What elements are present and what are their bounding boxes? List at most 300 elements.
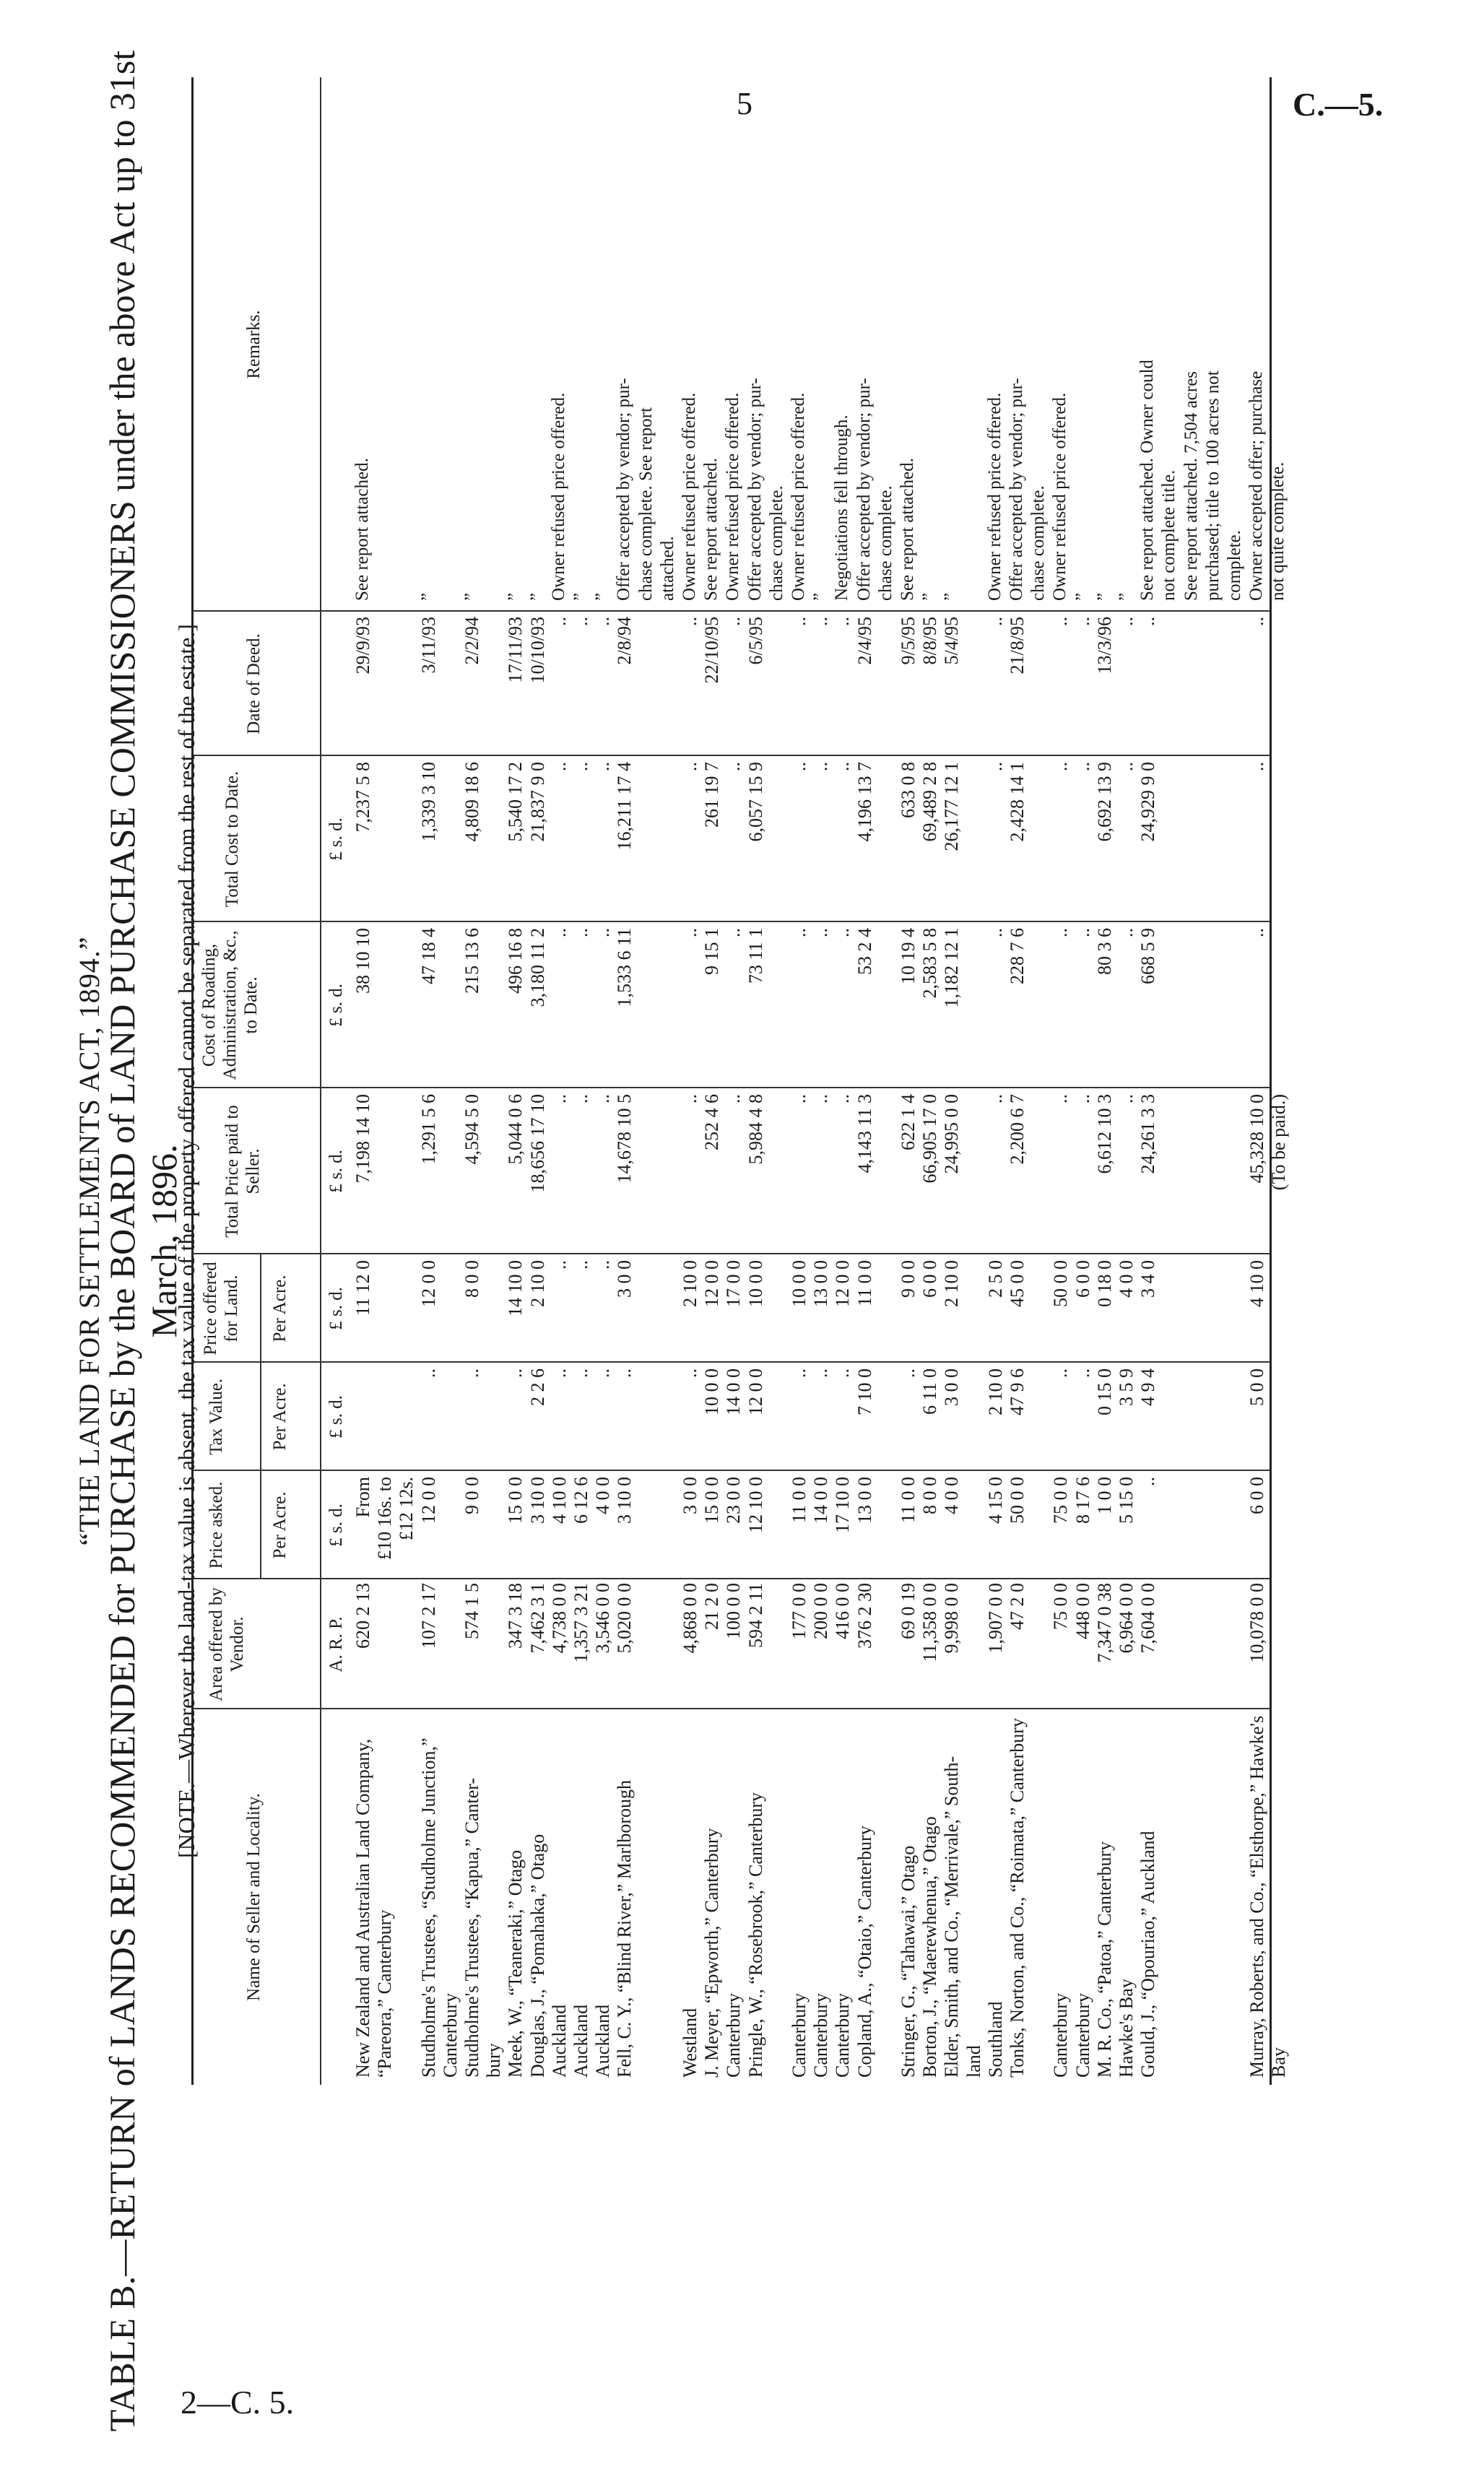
cell-price: 4 0 0 xyxy=(592,1477,614,1514)
cell-area: 177 0 0 xyxy=(789,1583,810,1639)
cell-name: Fell, C. Y., “Blind River,” Marlborough xyxy=(614,1779,635,2078)
cell-tax: 5 0 0 xyxy=(1246,1368,1268,1406)
cell-roading: 53 2 4 xyxy=(854,928,875,975)
cell-total-price: 6,612 10 3 xyxy=(1093,1094,1115,1174)
cell-remarks: See report attached. Owner could xyxy=(1137,360,1158,601)
cell-deed: .. xyxy=(1116,617,1137,626)
cell-total-price: .. xyxy=(1116,1094,1137,1103)
cell-remarks: Owner refused price offered. xyxy=(789,392,808,601)
cell-total-cost: 261 19 7 xyxy=(701,762,723,828)
cell-deed: 2/4/95 xyxy=(854,617,875,665)
cell-name: Pringle, W., “Rosebrook,” Canterbury xyxy=(745,1792,766,2078)
cell-tax: .. xyxy=(680,1368,700,1378)
cell-deed: 3/11/93 xyxy=(417,617,439,674)
cell-total-price: .. xyxy=(984,1094,1006,1103)
cell-total-price: .. xyxy=(592,1094,614,1103)
cell-price: 4 15 0 xyxy=(984,1477,1006,1524)
cell-deed: .. xyxy=(1137,617,1159,626)
cell-total-cost: 4,196 13 7 xyxy=(854,762,875,842)
cell-name: Douglas, J., “Pomahaka,” Otago xyxy=(526,1834,548,2078)
cell-deed: .. xyxy=(723,617,745,626)
cell-area: 594 2 11 xyxy=(745,1583,766,1649)
cell-total-cost: 4,809 18 6 xyxy=(461,762,482,842)
cell-deed: .. xyxy=(548,617,570,626)
cell-deed: .. xyxy=(1050,617,1072,626)
cell-price: 11 0 0 xyxy=(898,1477,919,1524)
subheader-per-acre: Per Acre. xyxy=(270,1275,290,1342)
cell-offered: 13 0 0 xyxy=(810,1260,832,1307)
cell-area: 574 1 5 xyxy=(461,1583,482,1639)
cell-offered: 4 10 0 xyxy=(1246,1260,1268,1307)
cell-area: 200 0 0 xyxy=(810,1583,832,1639)
cell-area: 376 2 30 xyxy=(854,1583,875,1649)
header-rule xyxy=(320,77,321,2085)
cell-total-cost: .. xyxy=(1116,762,1137,771)
cell-remarks: See report attached. xyxy=(352,458,372,601)
cell-remarks: Offer accepted by vendor; pur- xyxy=(854,378,874,601)
cell-price: 75 0 0 xyxy=(1050,1477,1072,1524)
cell-remarks: ” xyxy=(1072,592,1092,601)
units-money: £ s. d. xyxy=(326,1395,346,1439)
cell-roading: 38 10 10 xyxy=(352,928,373,994)
cell-roading: .. xyxy=(1246,928,1268,937)
cell-tax: 10 0 0 xyxy=(701,1368,723,1415)
cell-price: 12 0 0 xyxy=(417,1477,439,1524)
cell-remarks: not quite complete. xyxy=(1268,461,1288,601)
cell-roading: .. xyxy=(1050,928,1072,937)
cell-area: 620 2 13 xyxy=(352,1583,373,1649)
cell-remarks: Offer accepted by vendor; pur- xyxy=(1007,378,1026,601)
cell-name: Bay xyxy=(1268,2047,1290,2078)
cell-tax: .. xyxy=(614,1368,635,1378)
cell-tax: .. xyxy=(548,1368,570,1378)
cell-name: Auckland xyxy=(570,2004,591,2078)
cell-total-cost: .. xyxy=(592,762,614,771)
cell-roading: .. xyxy=(789,928,810,937)
cell-name: Canterbury xyxy=(439,1993,461,2078)
cell-offered: 17 0 0 xyxy=(723,1260,745,1307)
cell-offered: 2 5 0 xyxy=(984,1260,1006,1298)
cell-roading: 10 19 4 xyxy=(898,928,919,984)
header-name: Name of Seller and Locality. xyxy=(244,1793,264,2001)
cell-tax: .. xyxy=(461,1368,482,1378)
cell-remarks: complete. xyxy=(1225,530,1244,601)
cell-total-cost: .. xyxy=(810,762,832,771)
cell-name: Southland xyxy=(984,2001,1006,2078)
cell-tax: 2 2 6 xyxy=(526,1368,548,1406)
cell-tax: .. xyxy=(417,1368,439,1378)
cell-remarks: attached. xyxy=(657,536,677,601)
cell-tax: 4 9 4 xyxy=(1137,1368,1159,1406)
cell-offered: 11 12 0 xyxy=(352,1260,373,1316)
cell-deed: 13/3/96 xyxy=(1093,617,1115,674)
cell-remarks: Offer accepted by vendor; pur- xyxy=(745,378,765,601)
cell-total-cost: 69,489 2 8 xyxy=(919,762,941,842)
cell-tax: .. xyxy=(810,1368,832,1378)
cell-roading: .. xyxy=(680,928,700,937)
cell-remarks: chase complete. xyxy=(875,485,895,601)
cell-total-cost: 7,237 5 8 xyxy=(352,762,373,833)
cell-price: 1 0 0 xyxy=(1093,1477,1115,1514)
cell-remarks: ” xyxy=(1116,592,1135,601)
cell-name: Canterbury xyxy=(810,1993,832,2078)
cell-remarks: Owner refused price offered. xyxy=(548,392,568,601)
cell-total-cost: .. xyxy=(1050,762,1072,771)
table-note: [NOTE.—Wherever the land-tax value is absent, the tax value of the property offered cannot be separated from the rest of the estate.] xyxy=(173,624,199,1858)
cell-offered: 3 0 0 xyxy=(614,1260,635,1298)
cell-roading: .. xyxy=(570,928,591,937)
cell-price: 15 0 0 xyxy=(701,1477,723,1524)
cell-roading: 9 15 1 xyxy=(701,928,723,975)
cell-remarks: ” xyxy=(417,592,438,601)
cell-area: 21 2 0 xyxy=(701,1583,723,1630)
cell-area: 4,738 0 0 xyxy=(548,1583,570,1654)
cell-total-price: .. xyxy=(548,1094,570,1103)
cell-total-price: 24,261 3 3 xyxy=(1137,1094,1159,1174)
cell-remarks: ” xyxy=(592,592,612,601)
cell-roading: .. xyxy=(592,928,614,937)
header-total-price: Total Price paid to Seller. xyxy=(222,1105,263,1238)
cell-name: Canterbury xyxy=(723,1993,745,2078)
cell-total-cost: .. xyxy=(680,762,700,771)
cell-remarks: Owner refused price offered. xyxy=(723,392,743,601)
cell-remarks: purchased; title to 100 acres not xyxy=(1202,370,1223,601)
units-money: £ s. d. xyxy=(326,1150,346,1193)
cell-remarks: ” xyxy=(1093,592,1114,601)
cell-remarks: ” xyxy=(810,592,830,601)
page-number: 5 xyxy=(737,86,752,121)
cell-offered: 11 0 0 xyxy=(854,1260,875,1307)
cell-remarks: ” xyxy=(526,592,547,601)
cell-deed: 17/11/93 xyxy=(505,617,526,683)
cell-roading: 80 3 6 xyxy=(1093,928,1115,975)
cell-total-cost: 633 0 8 xyxy=(898,762,919,818)
cell-roading: .. xyxy=(984,928,1006,937)
cell-total-price: 622 1 4 xyxy=(898,1094,919,1150)
cell-total-price: .. xyxy=(570,1094,591,1103)
cell-name: bury xyxy=(483,2043,505,2078)
cell-tax: .. xyxy=(898,1368,919,1378)
header-date-of-deed: Date of Deed. xyxy=(244,633,264,734)
cell-offered: 6 0 0 xyxy=(919,1260,941,1298)
cell-offered: 45 0 0 xyxy=(1007,1260,1028,1307)
cell-area: 448 0 0 xyxy=(1072,1583,1093,1639)
cell-area: 11,358 0 0 xyxy=(919,1583,941,1662)
cell-offered: 0 18 0 xyxy=(1093,1260,1115,1307)
cell-area: 6,964 0 0 xyxy=(1116,1583,1137,1654)
units-money: £ s. d. xyxy=(326,1503,346,1547)
cell-total-cost: .. xyxy=(984,762,1006,771)
cell-price: £10 16s. to xyxy=(374,1477,396,1560)
cell-name: Tonks, Norton, and Co., “Roimata,” Canterbury xyxy=(1007,1718,1028,2078)
cell-offered: 12 0 0 xyxy=(417,1260,439,1307)
cell-remarks: chase complete. xyxy=(766,485,786,601)
cell-total-price: 24,995 0 0 xyxy=(941,1094,963,1174)
cell-total-price: 18,656 17 10 xyxy=(526,1094,548,1193)
header-price-offered: Price offered for Land. xyxy=(201,1262,241,1355)
cell-name: Stringer, G., “Tahawai,” Otago xyxy=(898,1845,919,2078)
cell-price: 12 10 0 xyxy=(745,1477,766,1533)
cell-name: Westland xyxy=(680,2008,700,2078)
cell-total-cost: .. xyxy=(548,762,570,771)
cell-offered: 2 10 0 xyxy=(680,1260,700,1307)
subheader-rule xyxy=(260,1254,261,1579)
units-money: £ s. d. xyxy=(326,1287,346,1330)
cell-offered: 8 0 0 xyxy=(461,1260,482,1298)
cell-tax: 47 9 6 xyxy=(1007,1368,1028,1415)
header-remarks: Remarks. xyxy=(244,310,264,379)
cell-name: Canterbury xyxy=(832,1993,854,2078)
cell-name: “Pareora,” Canterbury xyxy=(374,1909,396,2078)
cell-tax: 7 10 0 xyxy=(854,1368,875,1415)
cell-roading: 496 16 8 xyxy=(505,928,526,994)
cell-remarks: ” xyxy=(505,592,525,601)
cell-deed: .. xyxy=(570,617,591,626)
cell-total-price: 4,143 11 3 xyxy=(854,1094,875,1173)
cell-deed: 8/8/95 xyxy=(919,617,941,665)
page-signature-mark: 2—C. 5. xyxy=(181,2384,295,2421)
header-price-asked: Price asked. xyxy=(207,1481,226,1569)
cell-offered: 14 10 0 xyxy=(505,1260,526,1316)
cell-roading: 1,533 6 11 xyxy=(614,928,635,1007)
cell-offered: 2 10 0 xyxy=(526,1260,548,1307)
cell-name: Auckland xyxy=(592,2004,614,2078)
cell-area: 100 0 0 xyxy=(723,1583,745,1639)
cell-deed: .. xyxy=(1246,617,1268,626)
cell-area: 7,462 3 1 xyxy=(526,1583,548,1654)
cell-total-price: 5,984 4 8 xyxy=(745,1094,766,1165)
cell-area: 4,868 0 0 xyxy=(680,1583,700,1654)
cell-offered: 12 0 0 xyxy=(832,1260,854,1307)
cell-deed: 9/5/95 xyxy=(898,617,919,665)
cell-price: 13 0 0 xyxy=(854,1477,875,1524)
cell-area: 69 0 19 xyxy=(898,1583,919,1639)
cell-remarks: Owner accepted offer; purchase xyxy=(1246,370,1267,601)
cell-price: 11 0 0 xyxy=(789,1477,810,1524)
cell-name: New Zealand and Australian Land Company, xyxy=(352,1738,373,2078)
cell-name: Copland, A., “Otaio,” Canterbury xyxy=(854,1826,875,2078)
cell-deed: 2/2/94 xyxy=(461,617,482,665)
cell-roading: .. xyxy=(723,928,745,937)
cell-total-price: 4,594 5 0 xyxy=(461,1094,482,1165)
cell-name: Studholme's Trustees, “Kapua,” Canter- xyxy=(461,1777,482,2078)
cell-offered: .. xyxy=(548,1260,570,1270)
cell-price: 15 0 0 xyxy=(505,1477,526,1524)
cell-deed: .. xyxy=(592,617,614,626)
cell-area: 107 2 17 xyxy=(417,1583,439,1649)
cell-roading: 47 18 4 xyxy=(417,928,439,984)
cell-price: £12 12s. xyxy=(396,1477,417,1541)
cell-total-cost: .. xyxy=(570,762,591,771)
header-area: Area offered by Vendor. xyxy=(207,1587,247,1701)
cell-price: From xyxy=(352,1477,373,1518)
cell-name: Canterbury xyxy=(1072,1993,1093,2078)
cell-deed: 2/8/94 xyxy=(614,617,635,665)
cell-roading: .. xyxy=(810,928,832,937)
cell-area: 1,907 0 0 xyxy=(984,1583,1006,1654)
cell-price: 6 0 0 xyxy=(1246,1477,1268,1514)
cell-offered: .. xyxy=(570,1260,591,1270)
cell-remarks: See report attached. xyxy=(898,458,917,601)
cell-area: 347 3 18 xyxy=(505,1583,526,1649)
cell-roading: 73 11 1 xyxy=(745,928,766,984)
cell-tax: .. xyxy=(505,1368,526,1378)
cell-price: 8 0 0 xyxy=(919,1477,941,1514)
cell-name: Canterbury xyxy=(789,1993,810,2078)
cell-roading: .. xyxy=(1072,928,1093,937)
cell-tax: .. xyxy=(1072,1368,1093,1378)
cell-total-price: 252 4 6 xyxy=(701,1094,723,1150)
cell-name: Meek, W., “Teaneraki,” Otago xyxy=(505,1849,526,2078)
cell-roading: 3,180 11 2 xyxy=(526,928,548,1007)
cell-remarks: ” xyxy=(461,592,481,601)
cell-deed: 6/5/95 xyxy=(745,617,766,665)
cell-roading: 228 7 6 xyxy=(1007,928,1028,984)
cell-total-cost: .. xyxy=(832,762,854,771)
cell-tax: .. xyxy=(570,1368,591,1378)
cell-area: 75 0 0 xyxy=(1050,1583,1072,1630)
cell-name: Studholme's Trustees, “Studholme Junction,” xyxy=(417,1737,439,2078)
cell-total-price: 5,044 0 6 xyxy=(505,1094,526,1165)
cell-area: 416 0 0 xyxy=(832,1583,854,1639)
cell-remarks: See report attached. xyxy=(701,458,721,601)
units-money: £ s. d. xyxy=(326,984,346,1027)
cell-offered: 6 0 0 xyxy=(1072,1260,1093,1298)
cell-name: J. Meyer, “Epworth,” Canterbury xyxy=(701,1828,723,2078)
cell-remarks: ” xyxy=(941,592,961,601)
cell-total-price: .. xyxy=(810,1094,832,1103)
cell-remarks: chase complete. xyxy=(1028,485,1049,601)
cell-deed: .. xyxy=(789,617,810,626)
cell-total-price: 66,905 17 0 xyxy=(919,1094,941,1184)
cell-tax: 3 5 9 xyxy=(1116,1368,1137,1406)
cell-price: 6 12 6 xyxy=(570,1477,591,1524)
cell-remarks: Owner refused price offered. xyxy=(1050,392,1070,601)
cell-total-price: .. xyxy=(832,1094,854,1103)
cell-tax: .. xyxy=(789,1368,810,1378)
cell-area: 3,546 0 0 xyxy=(592,1583,614,1654)
subheader-per-acre: Per Acre. xyxy=(270,1383,290,1451)
cell-roading: 1,182 12 1 xyxy=(941,928,963,1008)
cell-total-cost: 16,211 17 4 xyxy=(614,762,635,851)
act-title: “THE LAND FOR SETTLEMENTS ACT, 1894.” xyxy=(73,936,105,1546)
cell-remarks: Owner refused price offered. xyxy=(680,392,699,601)
cell-total-price: 45,328 10 0 xyxy=(1246,1094,1268,1184)
cell-offered: 12 0 0 xyxy=(701,1260,723,1307)
cell-remarks: not complete title. xyxy=(1159,469,1179,601)
cell-price: 3 10 0 xyxy=(526,1477,548,1524)
cell-area: 7,347 0 38 xyxy=(1093,1583,1115,1663)
cell-price: 3 0 0 xyxy=(680,1477,700,1514)
cell-offered: 10 0 0 xyxy=(789,1260,810,1307)
cell-roading: .. xyxy=(832,928,854,937)
cell-area: 9,998 0 0 xyxy=(941,1583,963,1654)
cell-price: 23 0 0 xyxy=(723,1477,745,1524)
cell-offered: .. xyxy=(592,1260,614,1270)
cell-offered: 3 4 0 xyxy=(1137,1260,1159,1298)
cell-total-cost: .. xyxy=(789,762,810,771)
cell-roading: .. xyxy=(1116,928,1137,937)
units-money: £ s. d. xyxy=(326,817,346,861)
cell-deed: 10/10/93 xyxy=(526,617,548,684)
cell-price: 14 0 0 xyxy=(810,1477,832,1524)
cell-remarks: ” xyxy=(919,592,940,601)
cell-tax: 6 11 0 xyxy=(919,1368,941,1415)
cell-remarks: See report attached. 7,504 acres xyxy=(1181,371,1201,601)
cell-total-price: .. xyxy=(1072,1094,1093,1103)
cell-roading: 215 13 6 xyxy=(461,928,482,994)
subheader-per-acre: Per Acre. xyxy=(270,1491,290,1559)
cell-name: Gould, J., “Opouriao,” Auckland xyxy=(1137,1831,1159,2078)
cell-total-cost: .. xyxy=(723,762,745,771)
cell-price: 17 10 0 xyxy=(832,1477,854,1533)
cell-price: 8 17 6 xyxy=(1072,1477,1093,1524)
cell-price: 9 0 0 xyxy=(461,1477,482,1514)
header-total-cost: Total Cost to Date. xyxy=(222,771,242,908)
cell-area: 47 2 0 xyxy=(1007,1583,1028,1630)
document-reference: C.—5. xyxy=(1293,86,1384,123)
cell-remarks: chase complete. See report xyxy=(635,407,656,601)
table-title: TABLE B.—RETURN of LANDS RECOMMENDED for PURCHASE by the BOARD of LAND PURCHASE COMMISSIONERS under the above Act up to 31st March, 1896. xyxy=(102,50,184,2432)
cell-tax: 2 10 0 xyxy=(984,1368,1006,1415)
cell-deed: 22/10/95 xyxy=(701,617,723,684)
cell-remarks: Owner refused price offered. xyxy=(984,392,1004,601)
cell-area: 7,604 0 0 xyxy=(1137,1583,1159,1654)
cell-deed: .. xyxy=(680,617,700,626)
cell-deed: 29/9/93 xyxy=(352,617,373,674)
cell-deed: .. xyxy=(984,617,1006,626)
table-row xyxy=(1268,77,1294,2085)
cell-total-price: 14,678 10 5 xyxy=(614,1094,635,1184)
cell-name: Canterbury xyxy=(1050,1993,1072,2078)
cell-price: 5 15 0 xyxy=(1116,1477,1137,1524)
cell-tax: .. xyxy=(832,1368,854,1378)
cell-total-cost: 6,692 13 9 xyxy=(1093,762,1115,842)
cell-total-cost: 1,339 3 10 xyxy=(417,762,439,842)
cell-name: Hawke's Bay xyxy=(1116,1979,1137,2078)
cell-name: Elder, Smith, and Co., “Merrivale,” South- xyxy=(941,1756,963,2078)
cell-total-price: 2,200 6 7 xyxy=(1007,1094,1028,1165)
cell-total-cost: .. xyxy=(1246,762,1268,771)
land-purchase-table xyxy=(191,77,1290,2085)
cell-offered: 50 0 0 xyxy=(1050,1260,1072,1307)
cell-tax: .. xyxy=(1050,1368,1072,1378)
cell-roading: .. xyxy=(548,928,570,937)
cell-tax: 0 15 0 xyxy=(1093,1368,1115,1415)
cell-tax: 14 0 0 xyxy=(723,1368,745,1415)
cell-roading: 2,583 5 8 xyxy=(919,928,941,999)
cell-total-cost: 2,428 14 1 xyxy=(1007,762,1028,842)
cell-remarks: ” xyxy=(570,592,590,601)
cell-offered: 10 0 0 xyxy=(745,1260,766,1307)
cell-name: land xyxy=(963,2045,984,2078)
cell-deed: .. xyxy=(1072,617,1093,626)
cell-deed: .. xyxy=(832,617,854,626)
cell-tax: 12 0 0 xyxy=(745,1368,766,1415)
cell-offered: 9 0 0 xyxy=(898,1260,919,1298)
cell-name: M. R. Co., “Patoa,” Canterbury xyxy=(1093,1841,1115,2078)
cell-price: 4 0 0 xyxy=(941,1477,963,1514)
cell-total-price: (To be paid.) xyxy=(1268,1094,1290,1191)
cell-total-cost: 24,929 9 0 xyxy=(1137,762,1159,842)
cell-total-cost: 21,837 9 0 xyxy=(526,762,548,842)
cell-total-price: 7,198 14 10 xyxy=(352,1094,373,1184)
cell-remarks: Negotiations fell through. xyxy=(832,415,852,601)
cell-price: 50 0 0 xyxy=(1007,1477,1028,1524)
cell-remarks: Offer accepted by vendor; pur- xyxy=(614,378,634,601)
cell-tax: .. xyxy=(592,1368,614,1378)
cell-deed: 21/8/95 xyxy=(1007,617,1028,674)
